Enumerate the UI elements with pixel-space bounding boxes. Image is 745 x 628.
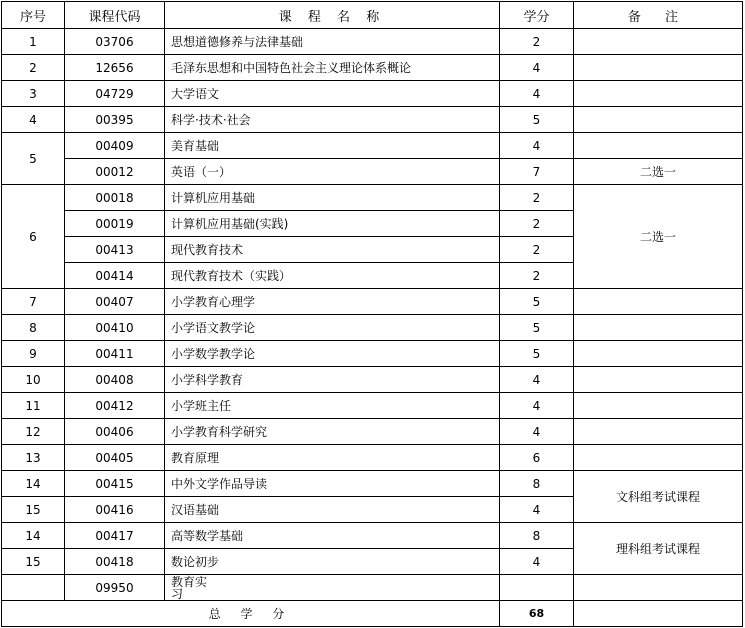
row-seq: 7 — [2, 289, 65, 315]
header-remark: 备 注 — [574, 2, 743, 29]
row-remark — [574, 367, 743, 393]
row-remark — [574, 81, 743, 107]
table-row — [2, 575, 743, 601]
row-name: 小学教育心理学 — [165, 289, 500, 315]
internship-name: 教育实习 — [171, 574, 208, 601]
row-seq: 8 — [2, 315, 65, 341]
row-code: 00410 — [65, 315, 165, 341]
row-remark — [574, 133, 743, 159]
row-name: 英语（一） — [165, 159, 500, 185]
row-name: 毛泽东思想和中国特色社会主义理论体系概论 — [165, 55, 500, 81]
total-value: 68 — [500, 601, 574, 627]
row-credit: 2 — [500, 263, 574, 289]
row-name: 思想道德修养与法律基础 — [165, 29, 500, 55]
row-name: 计算机应用基础 — [165, 185, 500, 211]
row-code: 00413 — [65, 237, 165, 263]
row-code: 00395 — [65, 107, 165, 133]
table-row — [2, 81, 743, 107]
table-row — [2, 289, 743, 315]
row-credit: 6 — [500, 445, 574, 471]
table-row — [2, 393, 743, 419]
header-credit: 学分 — [500, 2, 574, 29]
row-seq: 5 — [2, 133, 65, 185]
row-name: 数论初步 — [165, 549, 500, 575]
table-row — [2, 445, 743, 471]
row-credit: 5 — [500, 315, 574, 341]
row-remark — [574, 29, 743, 55]
table-row — [2, 107, 743, 133]
row-code: 09950 — [65, 575, 165, 601]
table-row — [2, 29, 743, 55]
row-remark — [574, 445, 743, 471]
row-remark — [574, 419, 743, 445]
table-row — [2, 55, 743, 81]
table-row — [2, 367, 743, 393]
row-code: 00412 — [65, 393, 165, 419]
row-name: 大学语文 — [165, 81, 500, 107]
row-name: 教育原理 — [165, 445, 500, 471]
row-name: 汉语基础 — [165, 497, 500, 523]
row-credit: 4 — [500, 549, 574, 575]
row-remark — [574, 107, 743, 133]
table-row — [2, 523, 743, 549]
table-row — [2, 419, 743, 445]
table-row — [2, 471, 743, 497]
row-code: 00411 — [65, 341, 165, 367]
row-seq — [2, 575, 65, 601]
row-remark — [574, 393, 743, 419]
row-remark — [574, 55, 743, 81]
total-remark — [574, 601, 743, 627]
remark-science: 理科组考试课程 — [574, 523, 743, 575]
row-remark — [574, 575, 743, 601]
row-credit: 4 — [500, 55, 574, 81]
row-credit: 2 — [500, 185, 574, 211]
row-seq: 10 — [2, 367, 65, 393]
row-name: 小学班主任 — [165, 393, 500, 419]
row-code: 00407 — [65, 289, 165, 315]
table-header-row — [2, 2, 743, 29]
row-credit: 4 — [500, 367, 574, 393]
header-seq: 序号 — [2, 2, 65, 29]
row-code: 00019 — [65, 211, 165, 237]
table-row — [2, 315, 743, 341]
total-label: 总 学 分 — [2, 601, 500, 627]
header-name: 课 程 名 称 — [165, 2, 500, 29]
row-code: 03706 — [65, 29, 165, 55]
row-seq: 15 — [2, 497, 65, 523]
course-table — [1, 1, 743, 627]
total-row — [2, 601, 743, 627]
row-credit: 5 — [500, 107, 574, 133]
row-seq: 6 — [2, 185, 65, 289]
row-name: 现代教育技术 — [165, 237, 500, 263]
row-credit: 5 — [500, 289, 574, 315]
row-credit: 4 — [500, 419, 574, 445]
row-code: 00416 — [65, 497, 165, 523]
row-seq: 4 — [2, 107, 65, 133]
table-row — [2, 133, 743, 159]
table-row — [2, 341, 743, 367]
row-code: 00408 — [65, 367, 165, 393]
row-name — [165, 575, 500, 601]
row-name: 小学教育科学研究 — [165, 419, 500, 445]
row-code: 00418 — [65, 549, 165, 575]
remark-choose-one-a: 二选一 — [574, 159, 743, 185]
row-remark — [574, 341, 743, 367]
row-credit: 8 — [500, 471, 574, 497]
remark-liberal-arts: 文科组考试课程 — [574, 471, 743, 523]
row-seq: 14 — [2, 523, 65, 549]
row-seq: 2 — [2, 55, 65, 81]
row-name: 美育基础 — [165, 133, 500, 159]
row-remark — [574, 289, 743, 315]
row-code: 00018 — [65, 185, 165, 211]
row-seq: 14 — [2, 471, 65, 497]
row-code: 00409 — [65, 133, 165, 159]
row-name: 小学语文教学论 — [165, 315, 500, 341]
row-remark — [574, 315, 743, 341]
row-name: 小学科学教育 — [165, 367, 500, 393]
row-credit: 4 — [500, 81, 574, 107]
row-seq: 1 — [2, 29, 65, 55]
row-name: 高等数学基础 — [165, 523, 500, 549]
row-credit: 4 — [500, 393, 574, 419]
row-credit: 4 — [500, 497, 574, 523]
row-credit — [500, 575, 574, 601]
table-row — [2, 185, 743, 211]
row-code: 00415 — [65, 471, 165, 497]
header-code: 课程代码 — [65, 2, 165, 29]
row-seq: 11 — [2, 393, 65, 419]
row-seq: 12 — [2, 419, 65, 445]
row-credit: 5 — [500, 341, 574, 367]
row-credit: 2 — [500, 211, 574, 237]
row-code: 00405 — [65, 445, 165, 471]
row-name: 中外文学作品导读 — [165, 471, 500, 497]
row-code: 04729 — [65, 81, 165, 107]
row-name: 科学·技术·社会 — [165, 107, 500, 133]
row-credit: 8 — [500, 523, 574, 549]
row-seq: 9 — [2, 341, 65, 367]
row-code: 00417 — [65, 523, 165, 549]
row-credit: 7 — [500, 159, 574, 185]
row-seq: 3 — [2, 81, 65, 107]
row-seq: 15 — [2, 549, 65, 575]
row-name: 现代教育技术（实践） — [165, 263, 500, 289]
row-code: 00406 — [65, 419, 165, 445]
row-seq: 13 — [2, 445, 65, 471]
row-code: 00012 — [65, 159, 165, 185]
row-code: 00414 — [65, 263, 165, 289]
course-table-container — [1, 1, 743, 627]
row-credit: 2 — [500, 237, 574, 263]
remark-choose-one-b: 二选一 — [574, 185, 743, 289]
row-credit: 2 — [500, 29, 574, 55]
row-credit: 4 — [500, 133, 574, 159]
row-code: 12656 — [65, 55, 165, 81]
row-name: 计算机应用基础(实践) — [165, 211, 500, 237]
row-name: 小学数学教学论 — [165, 341, 500, 367]
table-row — [2, 159, 743, 185]
